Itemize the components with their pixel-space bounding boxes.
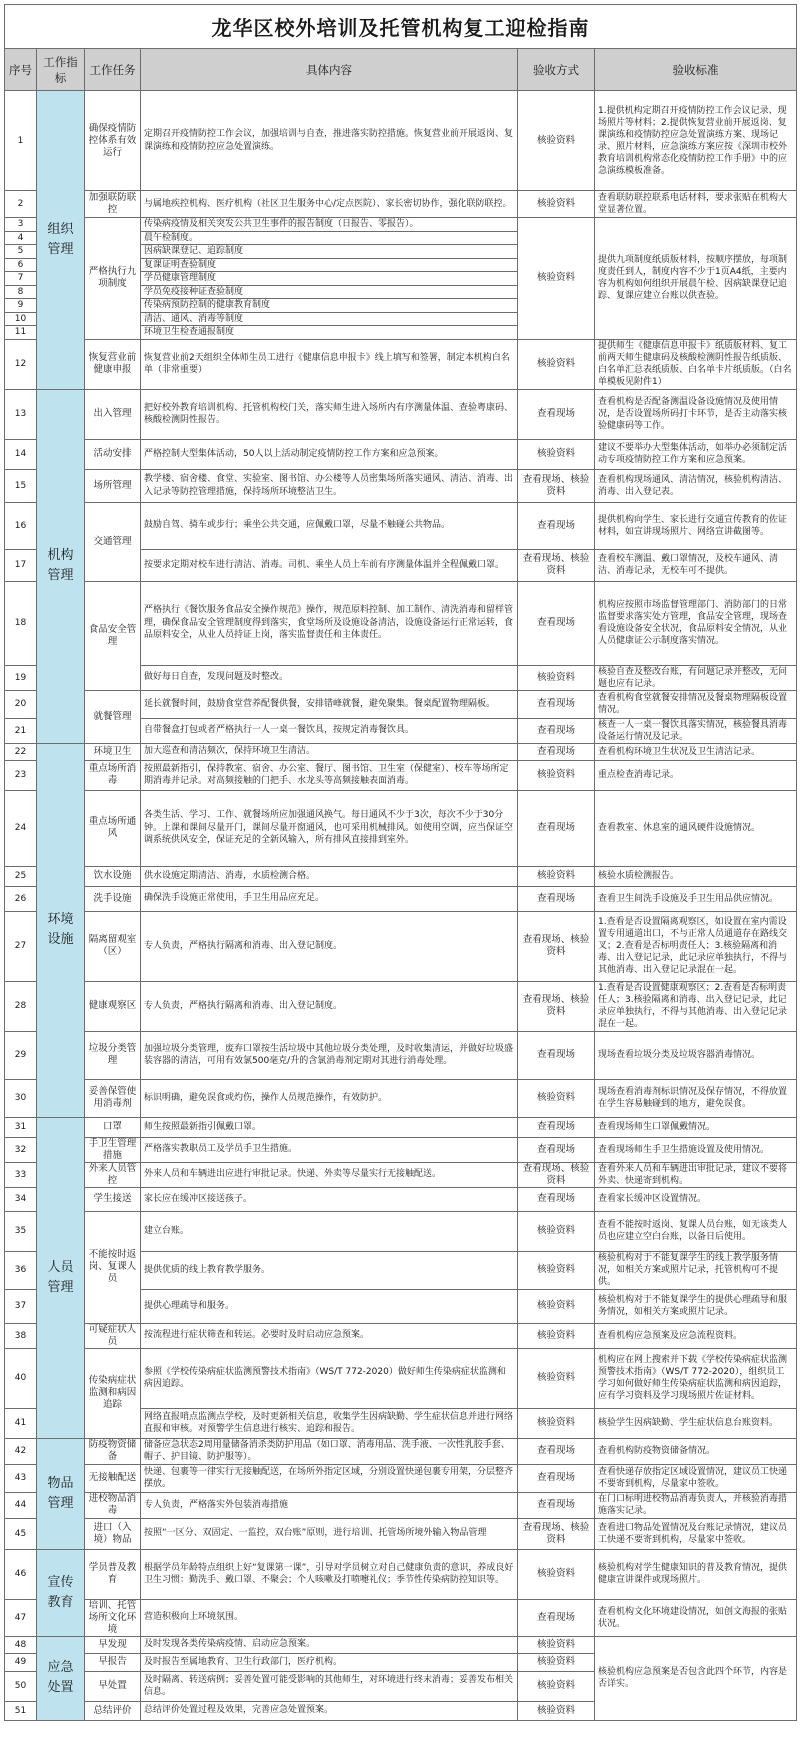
acceptance-method: 核验资料 [518,665,595,690]
task-content: 各类生活、学习、工作、就餐场所应加强通风换气。每日通风不少于3次，每次不少于30分钟。上课和课间尽量开门，课间尽量开窗通风，也可采用机械排风。如使用空调，应当保证空调系统供风安全，保证充足的全新风输入，所有排风直接排到室外。 [141,790,518,866]
row-number: 29 [5,1031,37,1079]
task-content: 鼓励自驾、骑车或步行；乘坐公共交通，应佩戴口罩，尽量不触碰公共物品。 [141,502,518,549]
acceptance-standard: 查看现场师生手卫生措施设置及使用情况。 [595,1137,797,1162]
table-row [5,1492,797,1518]
row-number: 31 [5,1117,37,1137]
acceptance-method: 核验资料 [518,1289,595,1323]
indicator-pub: 宣传教育 [37,1549,85,1636]
work-task: 重点场所通风 [85,790,141,866]
acceptance-standard: 建议不要举办大型集体活动，如举办必须制定活动专项疫情防控工作方案和应急预案。 [595,439,797,469]
row-number: 42 [5,1438,37,1464]
task-content: 做好每日自查，发现问题及时整改。 [141,665,518,690]
work-task: 早报告 [85,1653,141,1671]
task-content: 确保洗手设施正常使用，手卫生用品应充足。 [141,886,518,911]
row-number: 36 [5,1251,37,1289]
task-content: 提供优质的线上教育教学服务。 [141,1251,518,1289]
task-content: 复课证明查验制度 [141,258,518,272]
header-task: 工作任务 [85,49,141,91]
acceptance-standard: 查看卫生间洗手设施及手卫生用品供应情况。 [595,886,797,911]
table-row [5,218,797,232]
row-number: 9 [5,299,37,313]
work-task: 确保疫情防控体系有效运行 [85,91,141,191]
acceptance-method: 查看现场、核验资料 [518,549,595,581]
task-content: 提供心理疏导和服务。 [141,1289,518,1323]
acceptance-method: 核验资料 [518,1211,595,1251]
header-no: 序号 [5,49,37,91]
row-number: 26 [5,886,37,911]
work-task: 学生接送 [85,1187,141,1211]
task-content: 供水设施定期清洁、消毒，水质检测合格。 [141,866,518,886]
work-task: 妥善保管使用消毒剂 [85,1079,141,1117]
work-task: 恢复营业前健康申报 [85,339,141,389]
row-number: 16 [5,502,37,549]
acceptance-method: 查看现场 [518,1492,595,1518]
task-content: 严格执行《餐饮服务食品安全操作规范》操作，规范原料控制、加工制作、清洗消毒和留样管理，确保食品安全管理制度得到落实，食堂场所及设施设备清洁，设施设备运行正常运转，食品原料安全，从业人员持证上岗，落实监督责任和主体责任。 [141,581,518,665]
acceptance-standard: 查看机构文化环境建设情况，如创文海报的张贴状况。 [595,1599,797,1636]
acceptance-standard: 查看机构食堂就餐安排情况及餐桌物理隔板设置情况。 [595,690,797,718]
acceptance-standard: 查看不能按时返岗、复课人员台账，如无该类人员也应建立空白台账，以备日后使用。 [595,1211,797,1251]
guide-table-wrap [4,4,796,1721]
acceptance-method: 核验资料 [518,1348,595,1408]
table-row [5,760,797,790]
acceptance-method: 核验资料 [518,1671,595,1701]
acceptance-standard: 查看家长缓冲区设置情况。 [595,1187,797,1211]
table-row [5,743,797,760]
acceptance-standard: 核验自查及整改台账，有问题记录并整改，无问题也应有记录。 [595,665,797,690]
header-row [5,49,797,91]
table-row [5,439,797,469]
table-row [5,1464,797,1492]
acceptance-standard: 核验机构对于不能复课学生的线上教学服务情况，如相关方案或照片记录，托管机构可不提供。 [595,1251,797,1289]
task-content: 延长就餐时间，鼓励食堂营养配餐供餐，安排错峰就餐，避免聚集。餐桌配置物理隔板。 [141,690,518,718]
acceptance-standard: 核验水质检测报告。 [595,866,797,886]
work-task: 传染病症状监测和病因追踪 [85,1348,141,1438]
row-number: 14 [5,439,37,469]
table-row [5,690,797,718]
acceptance-standard: 核验机构对学生健康知识的普及教育情况，提供健康宣讲课件或现场照片。 [595,1549,797,1599]
task-content: 网络直报哨点监测点学校，及时更新相关信息，收集学生因病缺勤、学生症状信息并进行网络直报和审核。对预警学生信息进行核实、追踪和报告。 [141,1408,518,1438]
work-task: 活动安排 [85,439,141,469]
work-task: 口罩 [85,1117,141,1137]
acceptance-standard: 在门口标明进校物品消毒负责人，并核验消毒措施落实记录。 [595,1492,797,1518]
work-task: 早发现 [85,1636,141,1653]
row-number: 12 [5,339,37,389]
work-task: 重点场所消毒 [85,760,141,790]
table-row [5,1117,797,1137]
task-content: 传染病疫情及相关突发公共卫生事件的报告制度（日报告、零报告）。 [141,218,518,232]
row-number: 50 [5,1671,37,1701]
table-row [5,581,797,665]
indicator-env: 环境设施 [37,743,85,1117]
row-number: 4 [5,231,37,245]
acceptance-standard: 查看机构是否配备测温设备设施情况及使用情况，是否设置场所码打卡环节，是否主动落实核验健康码等工作。 [595,389,797,439]
table-row [5,1031,797,1079]
row-number: 7 [5,272,37,286]
row-number: 8 [5,285,37,299]
acceptance-standard: 机构应在网上搜索并下载《学校传染病症状监测预警技术指南》（WS/T 772-2020），组织员工学习如何做好师生传染病症状监测和病因追踪，应有学习资料及学习现场照片佐证材料。 [595,1348,797,1408]
work-task: 不能按时返岗、复课人员 [85,1211,141,1323]
task-content: 及时隔离、转送病例；妥善处置可能受影响的其他师生，对环境进行终末消毒；妥善发布相关信息。 [141,1671,518,1701]
task-content: 按照“一区分、双固定、一监控，双台账”原则，进行培训、托管场所境外输入物品管理 [141,1518,518,1549]
acceptance-method: 核验资料 [518,1653,595,1671]
row-number: 22 [5,743,37,760]
task-content: 恢复营业前2天组织全体师生员工进行《健康信息申报卡》线上填写和签署，制定本机构白名单（非常重要） [141,339,518,389]
row-number: 48 [5,1636,37,1653]
work-task: 总结评价 [85,1701,141,1720]
acceptance-method: 查看现场 [518,1464,595,1492]
table-row [5,911,797,981]
acceptance-standard: 核验学生因病缺勤、学生症状信息台账资料。 [595,1408,797,1438]
task-content: 建立台账。 [141,1211,518,1251]
table-row [5,1599,797,1636]
work-task: 食品安全管理 [85,581,141,690]
header-content: 具体内容 [141,49,518,91]
acceptance-standard: 提供师生《健康信息申报卡》纸质版材料、复工前两天师生健康码及核酸检测阴性报告纸质版、白名单汇总表纸质版、白名单卡片纸质版。（白名单模板见附件1） [595,339,797,389]
acceptance-standard: 查看快递存放指定区域设置情况，建议员工快递不要寄到机构，尽量家中签收。 [595,1464,797,1492]
work-task: 出入管理 [85,389,141,439]
task-content: 环境卫生检查通报制度 [141,326,518,340]
task-content: 营造积极向上环境氛围。 [141,1599,518,1636]
acceptance-standard: 查看联防联控联系电话材料，要求张贴在机构大堂显著位置。 [595,191,797,218]
row-number: 35 [5,1211,37,1251]
acceptance-standard: 查看现场师生口罩佩戴情况。 [595,1117,797,1137]
row-number: 21 [5,718,37,743]
row-number: 11 [5,326,37,340]
table-row [5,981,797,1031]
acceptance-method: 查看现场、核验资料 [518,469,595,502]
work-task: 严格执行九项制度 [85,218,141,340]
acceptance-method: 查看现场、核验资料 [518,911,595,981]
task-content: 快递、包裹等一律实行无接触配送，在场所外指定区域，分别设置快递包裹专用架，分层整齐摆放。 [141,1464,518,1492]
acceptance-method: 核验资料 [518,1549,595,1599]
task-content: 自带餐盒打包或者严格执行一人一桌一餐饮具，按规定消毒餐饮具。 [141,718,518,743]
work-task: 就餐管理 [85,690,141,743]
acceptance-method: 查看现场 [518,581,595,665]
acceptance-method: 查看现场 [518,502,595,549]
work-task: 场所管理 [85,469,141,502]
row-number: 6 [5,258,37,272]
acceptance-standard: 提供机构向学生、家长进行交通宣传教育的佐证材料，如宣讲现场照片、网络宣讲截图等。 [595,502,797,549]
task-content: 学员健康管理制度 [141,272,518,286]
acceptance-method: 核验资料 [518,760,595,790]
acceptance-standard: 1.提供机构定期召开疫情防控工作会议记录、现场照片等材料；2.提供恢复营业前开展返岗、复课演练和疫情防控应急处置演练方案、现场记录、照片材料，应急演练方案应按《深圳市校外教育培训机构常态化疫情防控工作手册》中的应急演练模板准备。 [595,91,797,191]
work-task: 进校物品消毒 [85,1492,141,1518]
acceptance-standard: 查看校车测温、戴口罩情况，及校车通风、清洁、消毒记录，无校车可不提供。 [595,549,797,581]
acceptance-standard: 查看机构现场通风、清洁情况，核验机构清洁、消毒、出入登记表。 [595,469,797,502]
task-content: 专人负责，严格执行隔离和消毒、出入登记制度。 [141,911,518,981]
table-row [5,1162,797,1187]
table-row [5,1323,797,1348]
acceptance-method: 查看现场 [518,1137,595,1162]
row-number: 33 [5,1162,37,1187]
task-content: 把好校外教育培训机构、托管机构校门关，落实师生进入场所内有序测量体温、查验粤康码、核酸检测阴性报告。 [141,389,518,439]
acceptance-method: 核验资料 [518,1408,595,1438]
acceptance-method: 查看现场、核验资料 [518,1518,595,1549]
row-number: 37 [5,1289,37,1323]
work-task: 学员普及教育 [85,1549,141,1599]
table-row [5,1187,797,1211]
table-row [5,1636,797,1653]
row-number: 49 [5,1653,37,1671]
task-content: 师生按照最新指引佩戴口罩。 [141,1117,518,1137]
acceptance-method: 核验资料 [518,1251,595,1289]
work-task: 无接触配送 [85,1464,141,1492]
table-row [5,191,797,218]
work-task: 垃圾分类管理 [85,1031,141,1079]
acceptance-method: 核验资料 [518,191,595,218]
acceptance-standard: 查看教室、休息室的通风硬件设施情况。 [595,790,797,866]
acceptance-method: 查看现场 [518,1187,595,1211]
row-number: 28 [5,981,37,1031]
row-number: 38 [5,1323,37,1348]
row-number: 23 [5,760,37,790]
task-content: 家长应在缓冲区接送孩子。 [141,1187,518,1211]
acceptance-method: 查看现场 [518,389,595,439]
row-number: 46 [5,1549,37,1599]
task-content: 按照最新指引，保持教室、宿舍、办公室、餐厅、图书馆、卫生室（保健室）、校车等场所定期消毒并记录。对高频接触的门把手、水龙头等高频接触表面消毒。 [141,760,518,790]
work-task: 环境卫生 [85,743,141,760]
acceptance-method: 核验资料 [518,439,595,469]
acceptance-method: 查看现场 [518,718,595,743]
work-task: 隔离留观室（区） [85,911,141,981]
row-number: 24 [5,790,37,866]
table-row [5,1348,797,1408]
row-number: 15 [5,469,37,502]
task-content: 专人负责，严格落实外包装消毒措施 [141,1492,518,1518]
work-task: 培训、托管场所文化环境 [85,1599,141,1636]
indicator-inst: 机构管理 [37,389,85,743]
row-number: 34 [5,1187,37,1211]
task-content: 定期召开疫情防控工作会议，加强培训与自查，推进落实防控措施。恢复营业前开展返岗、复课演练和疫情防控应急处置演练。 [141,91,518,191]
task-content: 根据学员年龄特点组织上好“复课第一课”，引导对学员树立对自己健康负责的意识，养成良好卫生习惯：勤洗手、戴口罩、不聚会；个人咳嗽及打喷嚏礼仪；季节性传染病防控知识等。 [141,1549,518,1599]
header-standard: 验收标准 [595,49,797,91]
table-row [5,469,797,502]
task-content: 标识明确，避免误食或灼伤，操作人员规范操作，有效防护。 [141,1079,518,1117]
row-number: 3 [5,218,37,232]
acceptance-method: 核验资料 [518,1636,595,1653]
acceptance-method: 核验资料 [518,1079,595,1117]
task-content: 教学楼、宿舍楼、食堂、实验室、图书馆、办公楼等人员密集场所落实通风、清洁、消毒、出入记录等防控管理措施，保持场所环境整洁卫生。 [141,469,518,502]
work-task: 交通管理 [85,502,141,581]
work-task: 洗手设施 [85,886,141,911]
row-number: 32 [5,1137,37,1162]
row-number: 47 [5,1599,37,1636]
row-number: 13 [5,389,37,439]
indicator-staff: 人员管理 [37,1117,85,1438]
acceptance-method: 查看现场 [518,690,595,718]
task-content: 及时报告至属地教育、卫生行政部门，医疗机构。 [141,1653,518,1671]
task-content: 传染病预防控制的健康教育制度 [141,299,518,313]
acceptance-method: 查看现场 [518,790,595,866]
row-number: 19 [5,665,37,690]
title-row [5,5,797,49]
table-row [5,1549,797,1599]
work-task: 饮水设施 [85,866,141,886]
table-row [5,1518,797,1549]
task-content: 及时发现各类传染病疫情、启动应急预案。 [141,1636,518,1653]
row-number: 10 [5,312,37,326]
acceptance-method: 查看现场 [518,1599,595,1636]
table-row [5,790,797,866]
acceptance-method: 核验资料 [518,218,595,340]
task-content: 严格控制大型集体活动，50人以上活动制定疫情防控工作方案和应急预案。 [141,439,518,469]
table-body [5,91,797,1721]
task-content: 按流程进行症状筛查和转运。必要时及时启动应急预案。 [141,1323,518,1348]
row-number: 18 [5,581,37,665]
acceptance-standard: 查看进口物品处置情况及台账记录情况，建议员工快递不要寄到机构，尽量家中签收。 [595,1518,797,1549]
task-content: 与属地疾控机构、医疗机构（社区卫生服务中心/定点医院）、家长密切协作，强化联防联控。 [141,191,518,218]
acceptance-standard: 查看机构防疫物资储备情况。 [595,1438,797,1464]
row-number: 43 [5,1464,37,1492]
work-task: 进口（入境）物品 [85,1518,141,1549]
acceptance-method: 查看现场 [518,1438,595,1464]
table-row [5,389,797,439]
row-number: 25 [5,866,37,886]
acceptance-standard: 查看机构应急预案及应急流程资料。 [595,1323,797,1348]
acceptance-method: 查看现场、核验资料 [518,981,595,1031]
acceptance-method: 核验资料 [518,339,595,389]
acceptance-standard: 核验机构对于不能复课学生的提供心理疏导和服务情况，如相关方案或照片记录。 [595,1289,797,1323]
acceptance-standard: 重点检查消毒记录。 [595,760,797,790]
header-indicator: 工作指标 [37,49,85,91]
work-task: 早处置 [85,1671,141,1701]
acceptance-standard: 查看机构环境卫生状况及卫生清洁记录。 [595,743,797,760]
row-number: 30 [5,1079,37,1117]
guide-table [4,4,797,1721]
task-content: 加强垃圾分类管理，废弃口罩按生活垃圾中其他垃圾分类处理，及时收集清运，并做好垃圾盛装容器的清洁，可用有效氯500毫克/升的含氯消毒剂定期对其进行消毒处理。 [141,1031,518,1079]
table-row [5,866,797,886]
table-row [5,1211,797,1251]
table-row [5,1438,797,1464]
acceptance-standard: 1.查看是否设置隔离观察区，如设置在室内需设置专用通道出口，不与正常人员通道存在路线交叉；2.查看是否标明责任人；3.核验隔离和消毒、出入登记记录，此记录应单独执行，不得与其他消毒、出入登记记录混在一起。 [595,911,797,981]
work-task: 可疑症状人员 [85,1323,141,1348]
task-content: 加大巡查和清洁频次，保持环境卫生清洁。 [141,743,518,760]
acceptance-standard: 查看外来人员和车辆进出审批记录，建议不要将外卖、快递寄到机构。 [595,1162,797,1187]
row-number: 51 [5,1701,37,1720]
acceptance-standard: 1.查看是否设置健康观察区；2.查看是否标明责任人；3.核验隔离和消毒、出入登记记录，此记录应单独执行，不得与其他消毒、出入登记记录混在一起。 [595,981,797,1031]
row-number: 44 [5,1492,37,1518]
work-task: 手卫生管理措施 [85,1137,141,1162]
row-number: 2 [5,191,37,218]
acceptance-method: 核验资料 [518,1701,595,1720]
task-content: 参照《学校传染病症状监测预警技术指南》（WS/T 772-2020）做好师生传染病症状监测和病因追踪。 [141,1348,518,1408]
task-content: 晨午检制度。 [141,231,518,245]
acceptance-method: 查看现场、核验资料 [518,1162,595,1187]
task-content: 按要求定期对校车进行清洁、消毒。司机、乘坐人员上车前有序测量体温并全程佩戴口罩。 [141,549,518,581]
acceptance-standard: 机构应按照市场监督管理部门、消防部门的日常监督要求落实处方管理，食品安全管理，现场查看设施设备安全状况，食品原料安全情况，从业人员健康证公示制度落实情况。 [595,581,797,665]
task-content: 因病缺课登记、追踪制度 [141,245,518,259]
task-content: 学员免疫接种证查验制度 [141,285,518,299]
row-number: 45 [5,1518,37,1549]
acceptance-method: 查看现场 [518,886,595,911]
row-number: 40 [5,1348,37,1408]
acceptance-method: 查看现场 [518,1031,595,1079]
acceptance-standard: 现场查看垃圾分类及垃圾容器消毒情况。 [595,1031,797,1079]
table-row [5,502,797,549]
table-row [5,1079,797,1117]
acceptance-standard: 核查一人一桌一餐饮具落实情况，核验餐具消毒设备运行情况及记录。 [595,718,797,743]
work-task: 健康观察区 [85,981,141,1031]
task-content: 外来人员和车辆进出应进行审批记录。快递、外卖等尽量实行无接触配送。 [141,1162,518,1187]
table-row [5,339,797,389]
work-task: 防疫物资储备 [85,1438,141,1464]
row-number: 20 [5,690,37,718]
table-row [5,886,797,911]
acceptance-standard: 现场查看消毒剂标识情况及保存情况，不得放置在学生容易触碰到的地方，避免误食。 [595,1079,797,1117]
acceptance-standard: 核验机构应急预案是否包含此四个环节，内容是否详实。 [595,1636,797,1720]
row-number: 17 [5,549,37,581]
row-number: 5 [5,245,37,259]
task-content: 储备应急状态2周用量储备消杀类防护用品（如口罩、消毒用品、洗手液、一次性乳胶手套、帽子、护目镜、防护服等）。 [141,1438,518,1464]
row-number: 27 [5,911,37,981]
indicator-goods: 物品管理 [37,1438,85,1549]
acceptance-method: 核验资料 [518,1323,595,1348]
row-number: 41 [5,1408,37,1438]
indicator-emer: 应急处置 [37,1636,85,1720]
acceptance-method: 查看现场 [518,743,595,760]
acceptance-method: 查看现场 [518,1117,595,1137]
row-number: 1 [5,91,37,191]
table-row [5,1137,797,1162]
table-row [5,91,797,191]
acceptance-standard: 提供九项制度纸质版材料，按顺序摆放，每项制度责任到人，制度内容不少于1页A4纸，主要内容为机构如何组织开展晨午检、因病缺课登记追踪、复课应建立台账以供查验。 [595,218,797,340]
task-content: 清洁、通风、消毒等制度 [141,312,518,326]
acceptance-method: 核验资料 [518,91,595,191]
header-method: 验收方式 [518,49,595,91]
task-content: 总结评价处置过程及效果，完善应急处置预案。 [141,1701,518,1720]
work-task: 外来人员管控 [85,1162,141,1187]
work-task: 加强联防联控 [85,191,141,218]
acceptance-method: 核验资料 [518,866,595,886]
page-title: 龙华区校外培训及托管机构复工迎检指南 [5,5,797,49]
task-content: 严格落实教职员工及学员手卫生措施。 [141,1137,518,1162]
task-content: 专人负责，严格执行隔离和消毒、出入登记制度。 [141,981,518,1031]
indicator-org: 组织管理 [37,91,85,390]
